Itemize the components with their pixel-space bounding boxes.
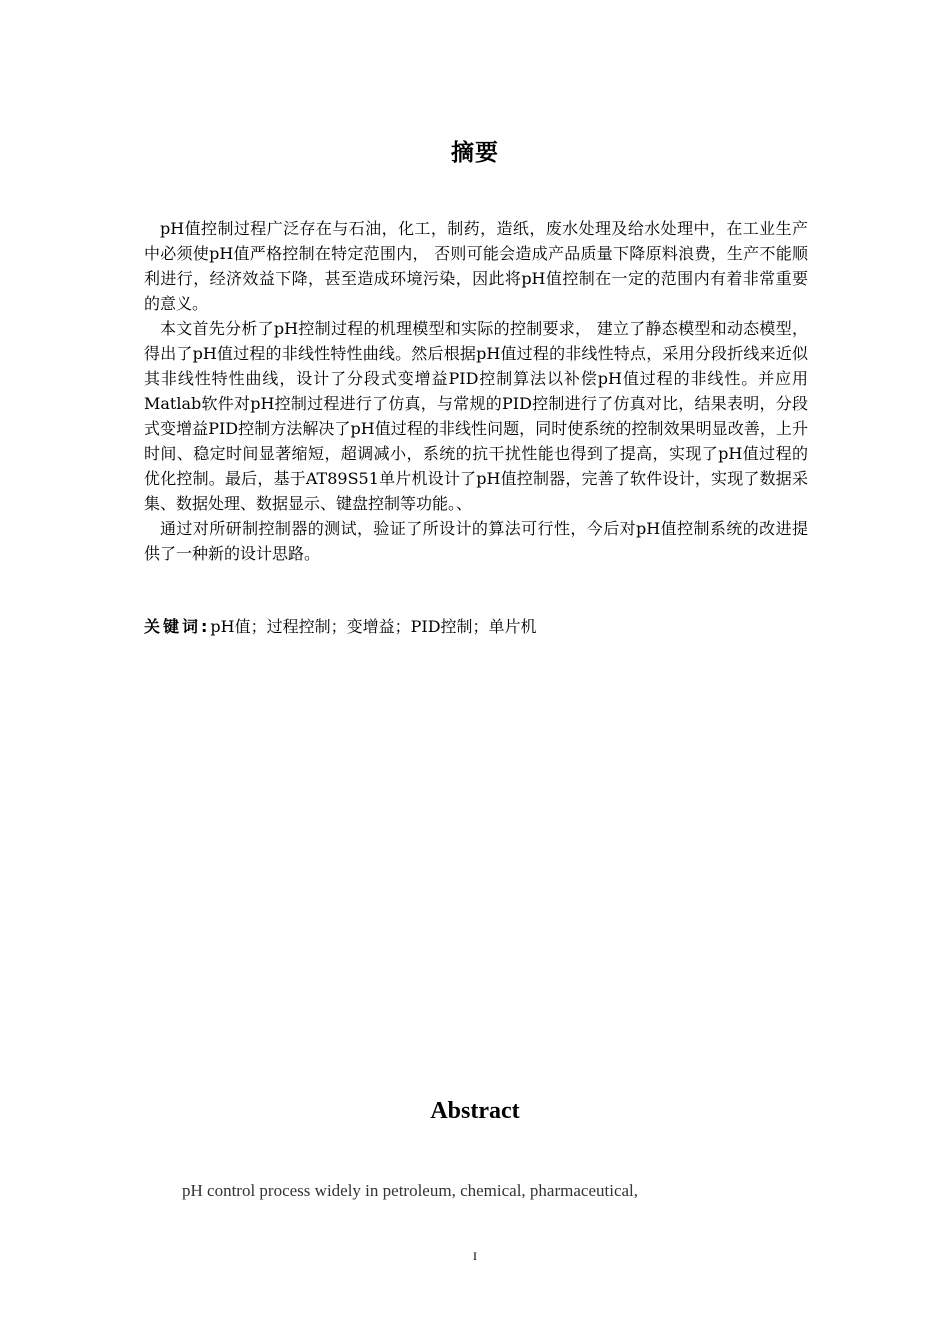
abstract-title-en: Abstract bbox=[430, 1098, 520, 1124]
abstract-body-en: pH control process widely in petroleum, chemical, pharmaceutical, bbox=[182, 1181, 639, 1200]
abstract-paragraph-2: 本文首先分析了pH控制过程的机理模型和实际的控制要求， 建立了静态模型和动态模型，得出了pH值过程的非线性特性曲线。然后根据pH值过程的非线性特点，采用分段折线来近似其非线性特性曲线，设计了分段式变增益PID控制算法以补偿pH值过程的非线性。并应用Matlab软件对pH控制过程进行了仿真，与常规的PID控制进行了仿真对比，结果表明，分段式变增益PID控制方法解决了pH值过程的非线性问题，同时使系统的控制效果明显改善，上升时间、稳定时间显著缩短，超调减小，系统的抗干扰性能也得到了提高，实现了pH值过程的优化控制。最后，基于AT89S51单片机设计了pH值控制器，完善了软件设计，实现了数据采集、数据处理、数据显示、键盘控制等功能。、 bbox=[144, 319, 808, 513]
keywords-line bbox=[144, 614, 808, 639]
page-number: I bbox=[473, 1249, 477, 1263]
abstract-paragraph-3: 通过对所研制控制器的测试，验证了所设计的算法可行性，今后对pH值控制系统的改进提供了一种新的设计思路。 bbox=[144, 519, 808, 563]
abstract-title-cn: 摘要 bbox=[451, 140, 499, 166]
keywords-label: 关键词: bbox=[144, 617, 211, 636]
abstract-body-cn bbox=[144, 216, 808, 566]
keywords-value: pH值；过程控制；变增益；PID控制；单片机 bbox=[210, 617, 537, 636]
abstract-paragraph-1: pH值控制过程广泛存在与石油，化工，制药，造纸，废水处理及给水处理中，在工业生产中必须使pH值严格控制在特定范围内， 否则可能会造成产品质量下降原料浪费，生产不能顺利进行，经济效益下降，甚至造成环境污染，因此将pH值控制在一定的范围内有着非常重要的意义。 bbox=[144, 219, 808, 313]
